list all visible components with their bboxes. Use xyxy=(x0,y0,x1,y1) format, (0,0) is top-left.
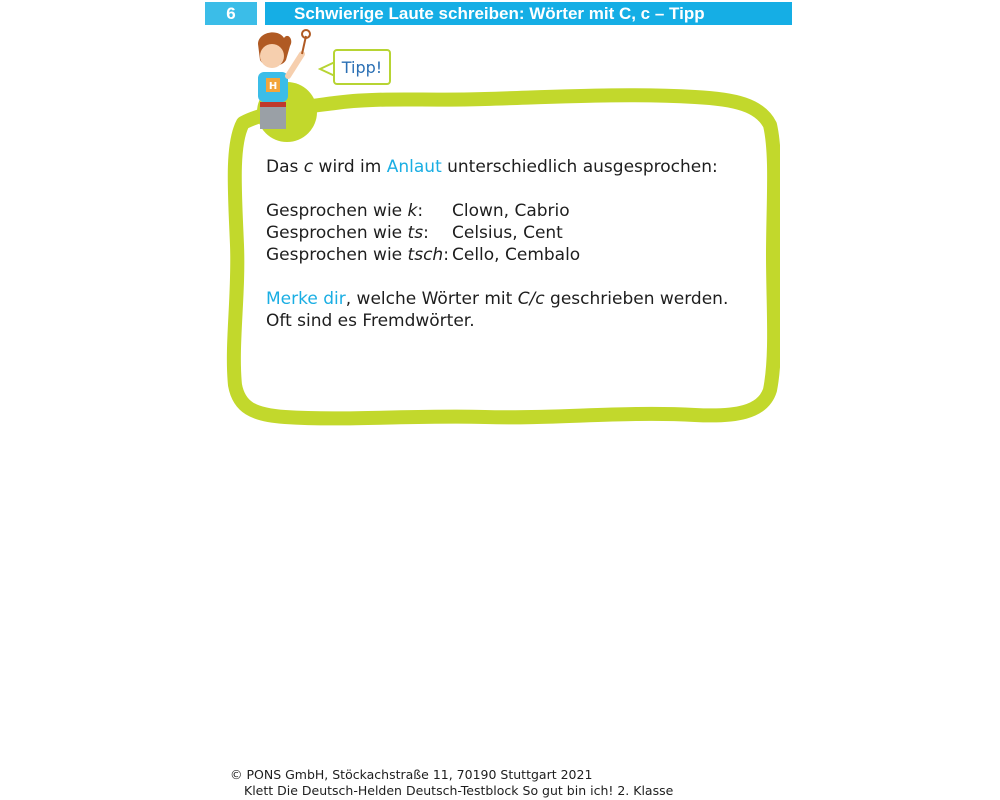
pronunciation-examples: Clown, Cabrio xyxy=(452,201,570,221)
hero-boy-illustration xyxy=(232,24,322,142)
intro-text-2: wird im xyxy=(313,157,387,177)
pronunciation-examples: Cello, Cembalo xyxy=(452,245,581,265)
pronunciation-examples: Celsius, Cent xyxy=(452,223,563,243)
merke-highlight: Merke dir xyxy=(266,289,346,309)
pronunciation-label: Gesprochen wie tsch: xyxy=(266,245,449,265)
intro-letter-c: c xyxy=(303,157,314,177)
merke-text-1: , welche Wörter mit xyxy=(345,289,518,309)
merke-text-2: geschrieben werden. xyxy=(544,289,729,309)
merke-letters: C/c xyxy=(517,289,545,309)
intro-sentence xyxy=(266,156,736,178)
svg-text:H: H xyxy=(268,81,278,92)
pronunciation-label: Gesprochen wie k: xyxy=(266,201,424,221)
merke-sentence xyxy=(266,288,736,310)
intro-text-1: Das xyxy=(266,157,304,177)
pronunciation-row-tsch xyxy=(266,244,736,266)
tipp-label: Tipp! xyxy=(341,57,383,77)
merke-line-2: Oft sind es Fremdwörter. xyxy=(266,311,475,331)
tip-content xyxy=(266,156,736,332)
pronunciation-row-ts xyxy=(266,222,736,244)
intro-text-3: unterschiedlich ausgesprochen: xyxy=(441,157,718,177)
anlaut-highlight: Anlaut xyxy=(386,157,442,177)
tipp-speech-bubble xyxy=(333,49,391,85)
footer-line-2: Klett Die Deutsch-Helden Deutsch-Testblock So gut bin ich! 2. Klasse xyxy=(244,783,674,798)
page-header xyxy=(205,2,792,25)
page-title xyxy=(265,2,792,25)
page-title-text: Schwierige Laute schreiben: Wörter mit C, c – Tipp xyxy=(294,3,705,23)
pronunciation-row-k xyxy=(266,200,736,222)
pronunciation-label: Gesprochen wie ts: xyxy=(266,223,429,243)
footer-line-1: © PONS GmbH, Stöckachstraße 11, 70190 Stuttgart 2021 xyxy=(230,767,593,782)
copyright-footer xyxy=(230,767,673,799)
page-number: 6 xyxy=(205,2,257,25)
